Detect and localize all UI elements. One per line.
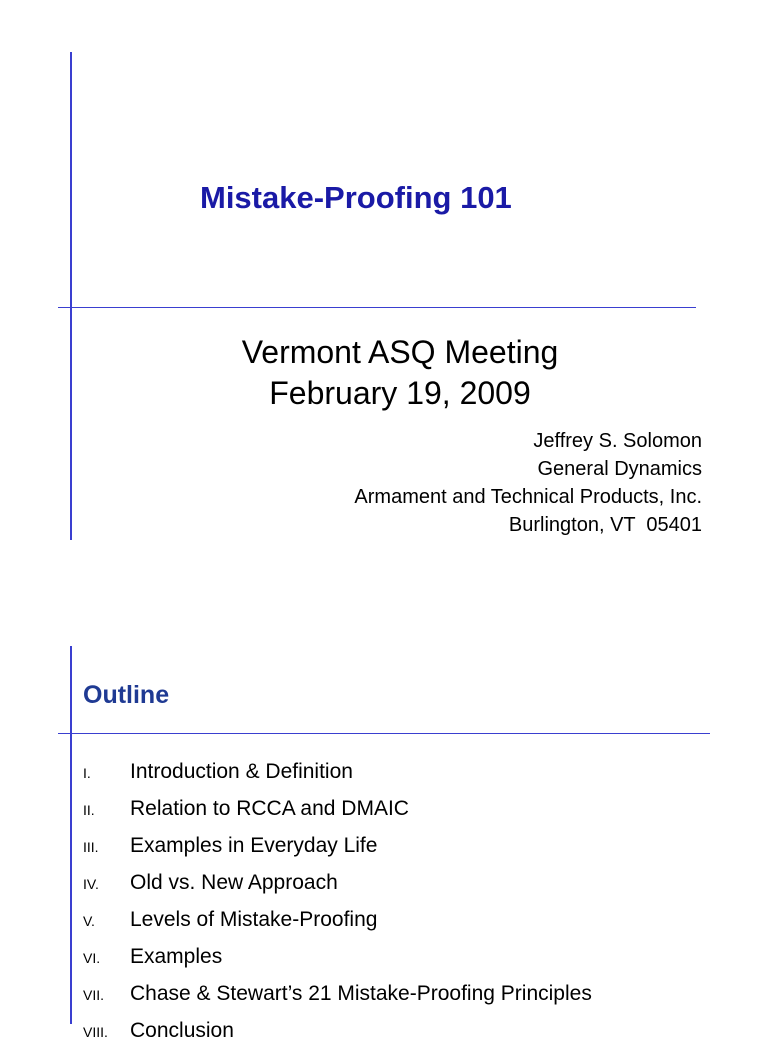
list-item-number: VII. xyxy=(83,987,105,1003)
list-item-text: Examples xyxy=(130,945,223,968)
list-item-number: III. xyxy=(83,839,99,855)
list-item xyxy=(0,793,768,830)
list-item-number: VI. xyxy=(83,950,101,966)
list-item-text: Examples in Everyday Life xyxy=(130,834,378,857)
slide2-horizontal-rule xyxy=(58,733,710,734)
author-name: Jeffrey S. Solomon xyxy=(533,430,702,452)
slide1-horizontal-rule xyxy=(58,307,696,308)
list-item-text: Chase & Stewart’s 21 Mistake-Proofing Principles xyxy=(130,982,592,1005)
list-item-number: V. xyxy=(83,913,95,929)
list-item-number: I. xyxy=(83,765,91,781)
list-item xyxy=(0,941,768,978)
outline-title: Outline xyxy=(83,681,170,709)
list-item-text: Levels of Mistake-Proofing xyxy=(130,908,378,931)
list-item xyxy=(0,978,768,1015)
list-item-text: Old vs. New Approach xyxy=(130,871,338,894)
list-item-number: II. xyxy=(83,802,95,818)
list-item-text: Conclusion xyxy=(130,1019,234,1042)
list-item xyxy=(0,867,768,904)
event-date: February 19, 2009 xyxy=(269,375,531,411)
presentation-title: Mistake-Proofing 101 xyxy=(200,180,512,215)
list-item xyxy=(0,830,768,867)
list-item-number: VIII. xyxy=(83,1024,108,1040)
list-item xyxy=(0,756,768,793)
event-name: Vermont ASQ Meeting xyxy=(241,334,559,370)
list-item-number: IV. xyxy=(83,876,99,892)
list-item-text: Relation to RCCA and DMAIC xyxy=(130,797,409,820)
slide1-vertical-rule xyxy=(70,52,72,540)
author-company: General Dynamics xyxy=(537,458,702,480)
author-location: Burlington, VT 05401 xyxy=(508,514,702,536)
outline-list xyxy=(0,756,768,1052)
list-item-text: Introduction & Definition xyxy=(130,760,353,783)
list-item xyxy=(0,1015,768,1052)
author-division: Armament and Technical Products, Inc. xyxy=(354,486,702,508)
list-item xyxy=(0,904,768,941)
